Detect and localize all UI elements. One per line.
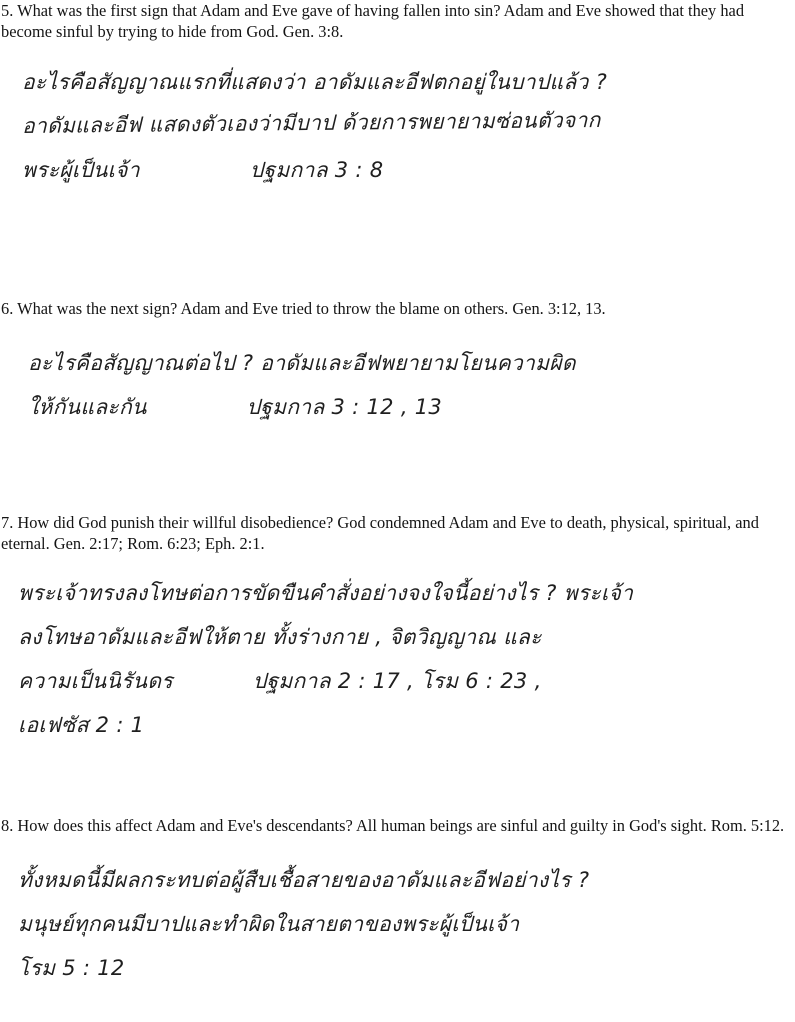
handwritten-reference: ปฐมกาล 3 : 8 [249, 158, 384, 182]
handwritten-line [22, 148, 795, 192]
handwritten-line: อาดัมและอีฟ แสดงตัวเองว่ามีบาป ด้วยการพยายามซ่อนตัวจาก [21, 107, 601, 138]
handwritten-reference: ปฐมกาล 2 : 17 , โรม 6 : 23 , [252, 669, 542, 693]
handwritten-line: อะไรคือสัญญาณต่อไป ? อาดัมและอีฟพยายามโยนความผิด [28, 351, 576, 375]
question-7-section [0, 512, 795, 747]
question-8-text: 8. How does this affect Adam and Eve's descendants? All human beings are sinful and guilty in God's sight. Rom. 5:12. [1, 816, 785, 835]
handwritten-reference: ปฐมกาล 3 : 12 , 13 [246, 395, 443, 419]
handwritten-line [28, 385, 795, 429]
handwritten-line: อะไรคือสัญญาณแรกที่แสดงว่า อาดัมและอีฟตกอยู่ในบาปแล้ว ? [22, 70, 608, 94]
handwritten-answer-6 [0, 341, 795, 429]
handwritten-answer-7 [0, 571, 795, 747]
handwritten-line: ทั้งหมดนี้มีผลกระทบต่อผู้สืบเชื้อสายของอาดัมและอีฟอย่างไร ? [18, 868, 590, 892]
handwritten-answer-5 [0, 60, 795, 192]
question-5-text: 5. What was the first sign that Adam and Eve gave of having fallen into sin? Adam and Eve showed that they had become sinful by trying to hide from God. Gen. 3:8. [1, 1, 749, 41]
handwritten-line: โรม 5 : 12 [18, 956, 125, 980]
handwritten-line: ลงโทษอาดัมและอีฟให้ตาย ทั้งร่างกาย , จิตวิญญาณ และ [18, 625, 542, 649]
handwritten-line: เอเฟซัส 2 : 1 [18, 713, 145, 737]
question-5-section [0, 0, 795, 192]
question-7-text: 7. How did God punish their willful disobedience? God condemned Adam and Eve to death, physical, spiritual, and eternal. Gen. 2:17; Rom. 6:23; Eph. 2:1. [1, 513, 764, 553]
handwritten-line: พระเจ้าทรงลงโทษต่อการขัดขืนคำสั่งอย่างจงใจนี้อย่างไร ? พระเจ้า [18, 581, 634, 605]
handwritten-answer-8 [0, 858, 795, 990]
handwritten-text: ความเป็นนิรันดร [18, 669, 173, 693]
handwritten-line [18, 659, 795, 703]
handwritten-text: ให้กันและกัน [28, 395, 147, 419]
question-6-text: 6. What was the next sign? Adam and Eve tried to throw the blame on others. Gen. 3:12, 13. [1, 299, 606, 318]
handwritten-line: มนุษย์ทุกคนมีบาปและทำผิดในสายตาของพระผู้เป็นเจ้า [18, 912, 520, 936]
question-6-section [0, 298, 795, 429]
handwritten-text: พระผู้เป็นเจ้า [22, 158, 140, 182]
question-8-section [0, 815, 795, 990]
